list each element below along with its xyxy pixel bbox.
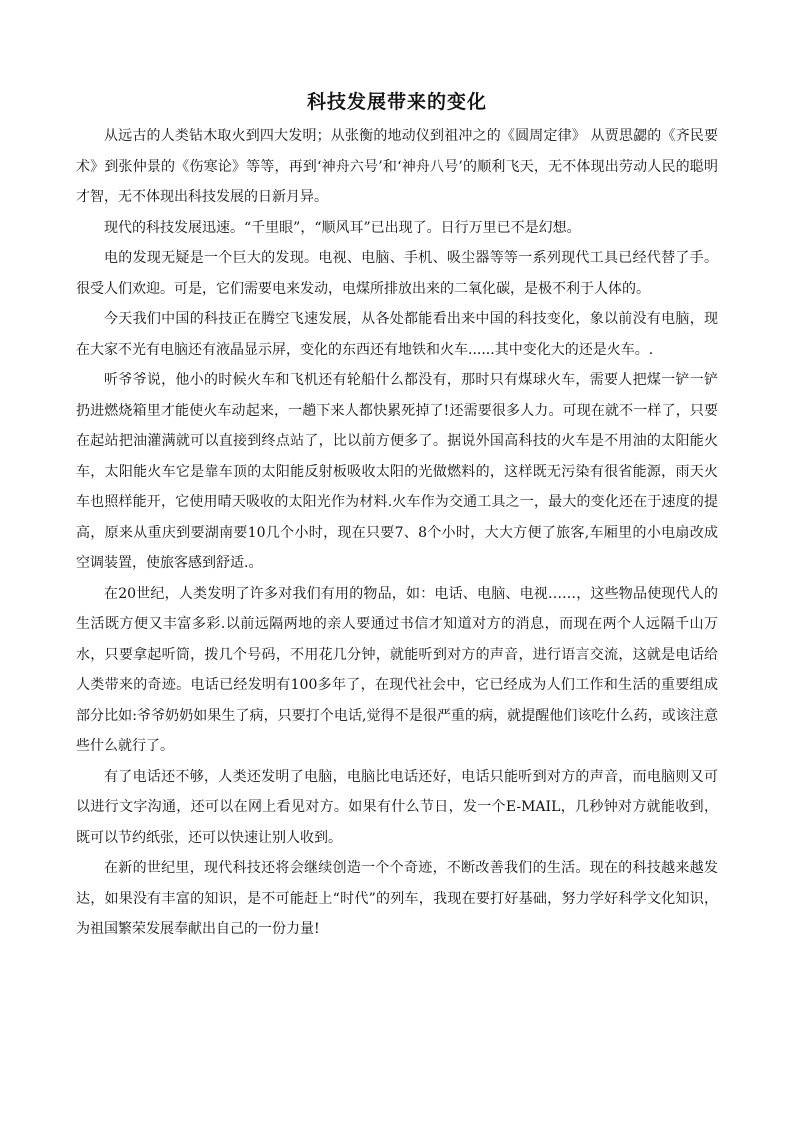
- document-body: [76, 121, 718, 945]
- paragraph-5: 听爷爷说，他小的时候火车和飞机还有轮船什么都没有，那时只有煤球火车，需要人把煤一铲一铲扔进燃烧箱里才能使火车动起来，一趟下来人都快累死掉了!还需要很多人力。可现在就不一样了，只要在起站把油灌满就可以直接到终点站了，比以前方便多了。据说外国高科技的火车是不用油的太阳能火车，太阳能火车它是靠车顶的太阳能反射板吸收太阳的光做燃料的，这样既无污染有很省能源，雨天火车也照样能开，它使用晴天吸收的太阳光作为材料.火车作为交通工具之一，最大的变化还在于速度的提高，原来从重庆到要湖南要10几个小时，现在只要7、8个小时，大大方便了旅客,车厢里的小电扇改成空调装置，使旅客感到舒适.。: [76, 372, 718, 571]
- paragraph-6: 在20世纪，人类发明了许多对我们有用的物品，如：电话、电脑、电视……，这些物品使现代人的生活既方便又丰富多彩.以前远隔两地的亲人要通过书信才知道对方的消息，而现在两个人远隔千山万水，只要拿起听筒，拨几个号码，不用花几分钟，就能听到对方的声音，进行语言交流，这就是电话给人类带来的奇迹。电话已经发明有100多年了，在现代社会中，它已经成为人们工作和生活的重要组成部分比如:爷爷奶奶如果生了病，只要打个电话,觉得不是很严重的病，就提醒他们该吃什么药，或该注意些什么就行了。: [76, 585, 718, 754]
- paragraph-4: 今天我们中国的科技正在腾空飞速发展，从各处都能看出来中国的科技变化，象以前没有电脑，现在大家不光有电脑还有液晶显示屏，变化的东西还有地铁和火车......其中变化大的还是火车。.: [76, 311, 718, 358]
- paragraph-1: 从远古的人类钻木取火到四大发明；从张衡的地动仪到祖冲之的《圆周定律》 从贾思勰的《齐民要术》到张仲景的《伤寒论》等等，再到‘神舟六号’和‘神舟八号’的顺利飞天，无不体现出劳动人民的聪明才智，无不体现出科技发展的日新月异。: [76, 128, 718, 205]
- paragraph-7: 有了电话还不够，人类还发明了电脑，电脑比电话还好，电话只能听到对方的声音，而电脑则又可以进行文字沟通，还可以在网上看见对方。如果有什么节日，发一个E-MAIL，几秒钟对方就能收到，既可以节约纸张，还可以快速让别人收到。: [76, 768, 718, 846]
- paragraph-8: 在新的世纪里，现代科技还将会继续创造一个个奇迹，不断改善我们的生活。现在的科技越来越发达，如果没有丰富的知识，是不可能赶上“时代”的列车，我现在要打好基础，努力学好科学文化知识，为祖国繁荣发展奉献出自己的一份力量!: [76, 860, 718, 937]
- paragraph-3: 电的发现无疑是一个巨大的发现。电视、电脑、手机、吸尘器等等一系列现代工具已经代替了手。很受人们欢迎。可是，它们需要电来发动，电煤所排放出来的二氧化碳，是极不利于人体的。: [76, 250, 718, 297]
- paragraph-2: 现代的科技发展迅速。“千里眼”，“顺风耳”已出现了。日行万里已不是幻想。: [104, 219, 581, 236]
- document-title: 科技发展带来的变化: [306, 91, 487, 113]
